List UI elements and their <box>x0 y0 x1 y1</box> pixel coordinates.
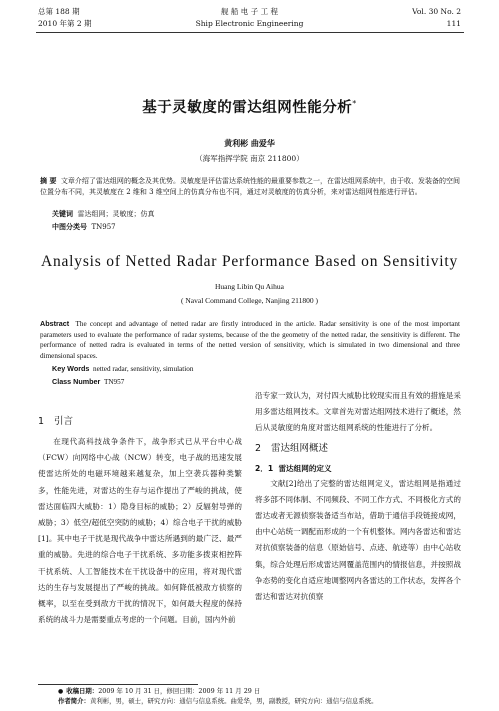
abstract-en <box>40 319 460 361</box>
class-number-en <box>52 377 124 386</box>
keywords-en <box>52 364 193 373</box>
header-year-issue: 2010 年第 2 期 <box>38 19 92 28</box>
title-cn-text: 基于灵敏度的雷达组网性能分析 <box>142 100 353 116</box>
abstract-cn <box>40 176 460 198</box>
keywords-en-text: netted radar, sensitivity, simulation <box>93 365 194 373</box>
class-number-cn <box>52 222 116 232</box>
header-rule <box>36 32 464 33</box>
abstract-en-label: Abstract <box>40 319 70 328</box>
paper-title-en: Analysis of Netted Radar Performance Based on Sensitivity <box>40 253 459 270</box>
section-2-heading <box>255 437 461 461</box>
footnote-rule <box>38 684 198 685</box>
keywords-cn-text: 雷达组网；灵敏度；仿真 <box>77 210 155 218</box>
header-vol-no: Vol. 30 No. 2 <box>412 7 461 16</box>
section-2-title: 雷达组网概述 <box>271 442 329 454</box>
subsection-2-1-heading <box>255 461 461 476</box>
section-1-number: 1 <box>38 416 45 427</box>
keywords-en-label: Key Words <box>52 364 90 373</box>
abstract-cn-text: 文章介绍了雷达组网的概念及其优势。灵敏度是评估雷达系统性能的最重要参数之一，在雷达组网系统中，由于收、发装备的空间位置分布不同，其灵敏度在 2 维和 3 维空间上的仿真分布也不同，通过对灵敏度的仿真分析，来对雷达组网性能进行评估。 <box>40 177 461 196</box>
subsection-2-1-number: 2．1 <box>255 463 274 473</box>
subsection-2-1-title: 雷达组网的定义 <box>278 463 332 473</box>
class-en-label: Class Number <box>52 377 101 386</box>
abstract-en-text: The concept and advantage of netted radar are firstly introduced in the article. Radar sensitivity is one of the most important parameters used to evaluate the performance of radar systems, because of the the geometry of the netted radar, the sensitivity is different. The performance of netted radra is evaluated in terms of the netted version of sensitivity, which is simulated in two dimensional and three dimensional spaces. <box>40 320 460 360</box>
body-left-column <box>38 410 242 628</box>
footnote-author-text: 黄利彬，男，硕士，研究方向：通信与信息系统。曲爱华，男，副教授，研究方向：通信与信息系统。 <box>89 697 378 705</box>
footnote-bullet-icon: ● <box>58 688 64 695</box>
authors-en: Huang Libin Qu Aihua <box>215 282 284 291</box>
header-page-number: 111 <box>446 19 461 28</box>
section-2-number: 2 <box>255 442 262 454</box>
section-1-heading <box>38 410 242 434</box>
continued-paragraph: 沿专家一致认为，对付四大威胁比较现实而且有效的措施是采用多雷达组网技术。文章首先对雷达组网技术进行了概述，然后从灵敏度的角度对雷达组网系统的性能进行了分析。 <box>255 391 461 433</box>
class-cn-label: 中图分类号 <box>52 223 87 231</box>
header-journal-cn: 舰 船 电 子 工 程 <box>221 7 278 16</box>
body-right-column <box>255 388 461 605</box>
abstract-cn-label: 摘 要 <box>40 177 57 185</box>
footnote-received-label: 收稿日期： <box>66 687 99 695</box>
footnote-received <box>58 687 260 696</box>
footnote-received-text: 2009 年 10 月 31 日，修回日期：2009 年 11 月 29 日 <box>98 687 261 695</box>
section-2-1-paragraph: 文献[2]给出了完整的雷达组网定义，雷达组网是指通过将多部不同体制、不同频段、不同工作方式、不同极化方式的雷达或者无源侦察装备适当布站，借助于通信手段链接成网，由中心站统一调配而形成的一个有机整体。网内各雷达和雷达对抗侦察装备的信息（原始信号、点迹、航迹等）由中心站收集，综合处理后形成雷达网覆盖范围内的情报信息，并按照战争态势的变化自适应地调整网内各雷达的工作状态，发挥各个雷达和雷达对抗侦察 <box>255 478 461 602</box>
header-total-issue: 总第 188 期 <box>38 7 80 16</box>
authors-cn: 黄利彬 曲爱华 <box>224 139 275 148</box>
header-volume <box>412 6 461 30</box>
keywords-cn <box>52 209 154 219</box>
section-1-title: 引言 <box>54 416 74 427</box>
keywords-cn-label: 关键词 <box>52 210 73 218</box>
footnote-author-label: 作者简介： <box>58 697 90 705</box>
affiliation-en: ( Naval Command College, Nanjing 211800 ) <box>181 296 318 305</box>
class-en-text: TN957 <box>103 378 125 386</box>
class-cn-text: TN957 <box>91 223 116 231</box>
footnote-author-bio <box>58 697 378 706</box>
title-footnote-mark: * <box>352 99 357 109</box>
section-1-paragraph: 在现代高科技战争条件下，战争形式已从平台中心战（FCW）向网络中心战（NCW）转变，电子战的迅速发展使雷达所处的电磁环境越来越复杂，加上空袭兵器种类繁多，性能先进，对雷达的生存与运作提出了严峻的挑战，使雷达面临四大威胁：1）隐身目标的威胁；2）反辐射导弹的威胁；3）低空/超低空突防的威胁；4）综合电子干扰的威胁[1]。其中电子干扰是现代战争中雷达所遇到的最广泛、最严重的威胁。先进的综合电子干扰系统、多功能多拨束相控阵干扰系统、人工智能技术在干扰设备中的应用，将对现代雷达的生存与发展提出了严峻的挑战。如何降低被敌方侦察的概率，以至在受到敌方干扰的情况下，如何最大程度的保持系统的战斗力是需要重点考虑的一个问题。目前，国内外前 <box>38 437 242 625</box>
affiliation-cn: （海军指挥学院 南京 211800） <box>195 154 304 163</box>
header-journal-en: Ship Electronic Engineering <box>195 19 304 28</box>
paper-title-cn <box>0 96 499 117</box>
